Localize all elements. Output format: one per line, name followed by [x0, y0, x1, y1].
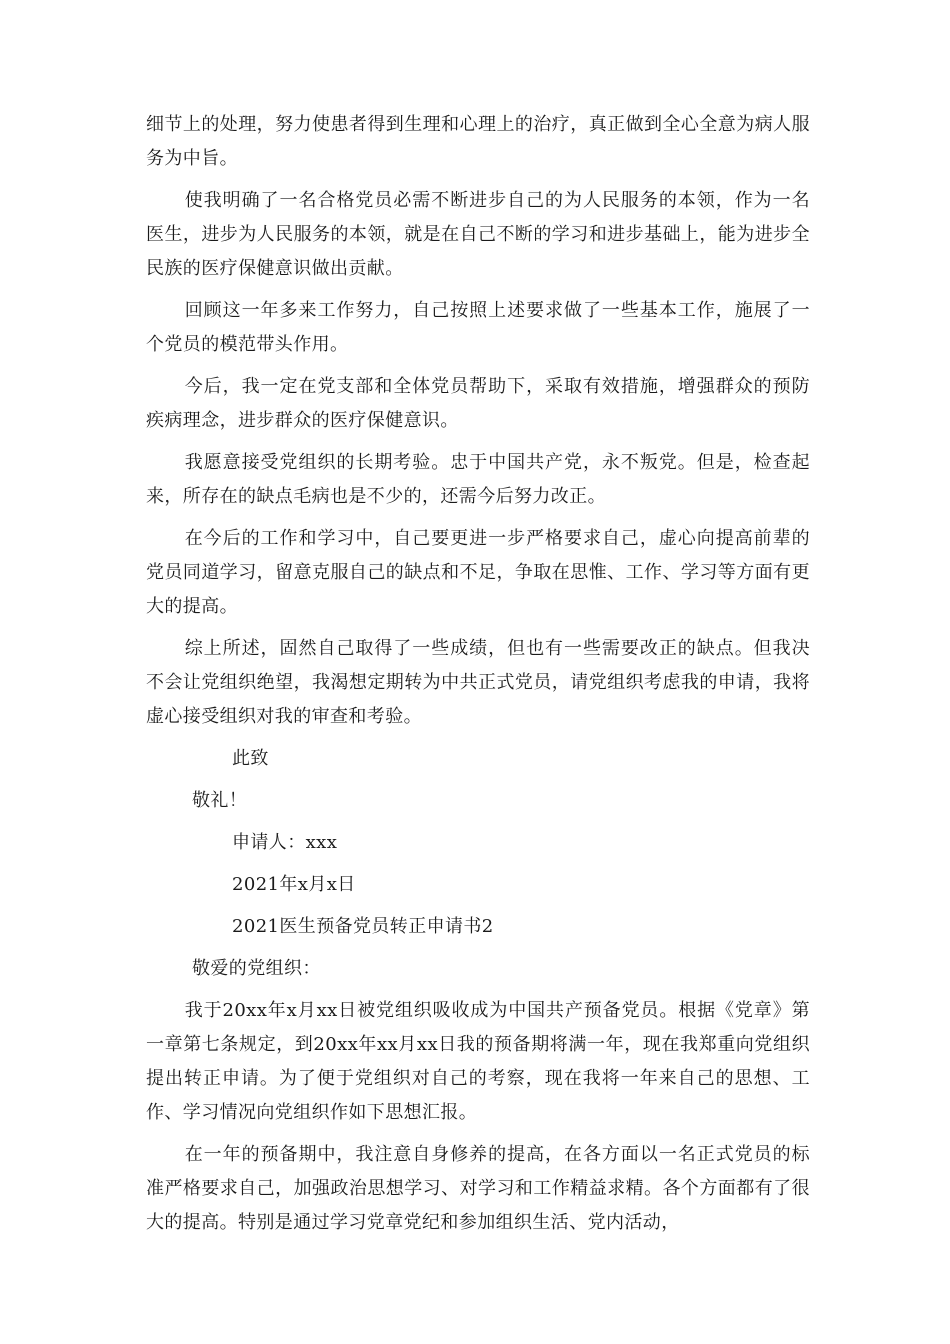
section-title: 2021医生预备党员转正申请书2: [232, 916, 494, 937]
paragraph: 综上所述，固然自己取得了一些成绩，但也有一些需要改正的缺点。但我决不会让党组织绝望，我渴想定期转为中共正式党员，请党组织考虑我的申请，我将虚心接受组织对我的审查和考验。: [146, 638, 810, 727]
paragraph: 我于20xx年x月xx日被党组织吸收成为中国共产预备党员。根据《党章》第一章第七条规定，到20xx年xx月xx日我的预备期将满一年，现在我郑重向党组织提出转正申请。为了便于党组织对自己的考察，现在我将一年来自己的思想、工作、学习情况向党组织作如下思想汇报。: [146, 1000, 810, 1123]
paragraph: 在一年的预备期中，我注意自身修养的提高，在各方面以一名正式党员的标准严格要求自己，加强政治思想学习、对学习和工作精益求精。各个方面都有了很大的提高。特别是通过学习党章党纪和参加组织生活、党内活动，: [146, 1144, 810, 1233]
closing-phrase: 此致: [232, 748, 269, 769]
paragraph: 在今后的工作和学习中，自己要更进一步严格要求自己，虚心向提高前辈的党员同道学习，留意克服自己的缺点和不足，争取在思惟、工作、学习等方面有更大的提高。: [146, 528, 810, 617]
document-body: [146, 108, 810, 1248]
greeting: 敬爱的党组织：: [192, 958, 321, 979]
paragraph: 使我明确了一名合格党员必需不断进步自己的为人民服务的本领，作为一名医生，进步为人民服务的本领，就是在自己不断的学习和进步基础上，能为进步全民族的医疗保健意识做出贡献。: [146, 190, 810, 279]
applicant-line: 申请人：xxx: [232, 832, 338, 853]
paragraph: 我愿意接受党组织的长期考验。忠于中国共产党，永不叛党。但是，检查起来，所存在的缺点毛病也是不少的，还需今后努力改正。: [146, 452, 810, 507]
salute: 敬礼！: [192, 790, 248, 811]
date-line: 2021年x月x日: [232, 874, 356, 895]
paragraph: 回顾这一年多来工作努力，自己按照上述要求做了一些基本工作，施展了一个党员的模范带头作用。: [146, 300, 810, 355]
paragraph: 今后，我一定在党支部和全体党员帮助下，采取有效措施，增强群众的预防疾病理念，进步群众的医疗保健意识。: [146, 376, 810, 431]
paragraph-continued: 细节上的处理，努力使患者得到生理和心理上的治疗，真正做到全心全意为病人服务为中旨。: [146, 114, 810, 169]
